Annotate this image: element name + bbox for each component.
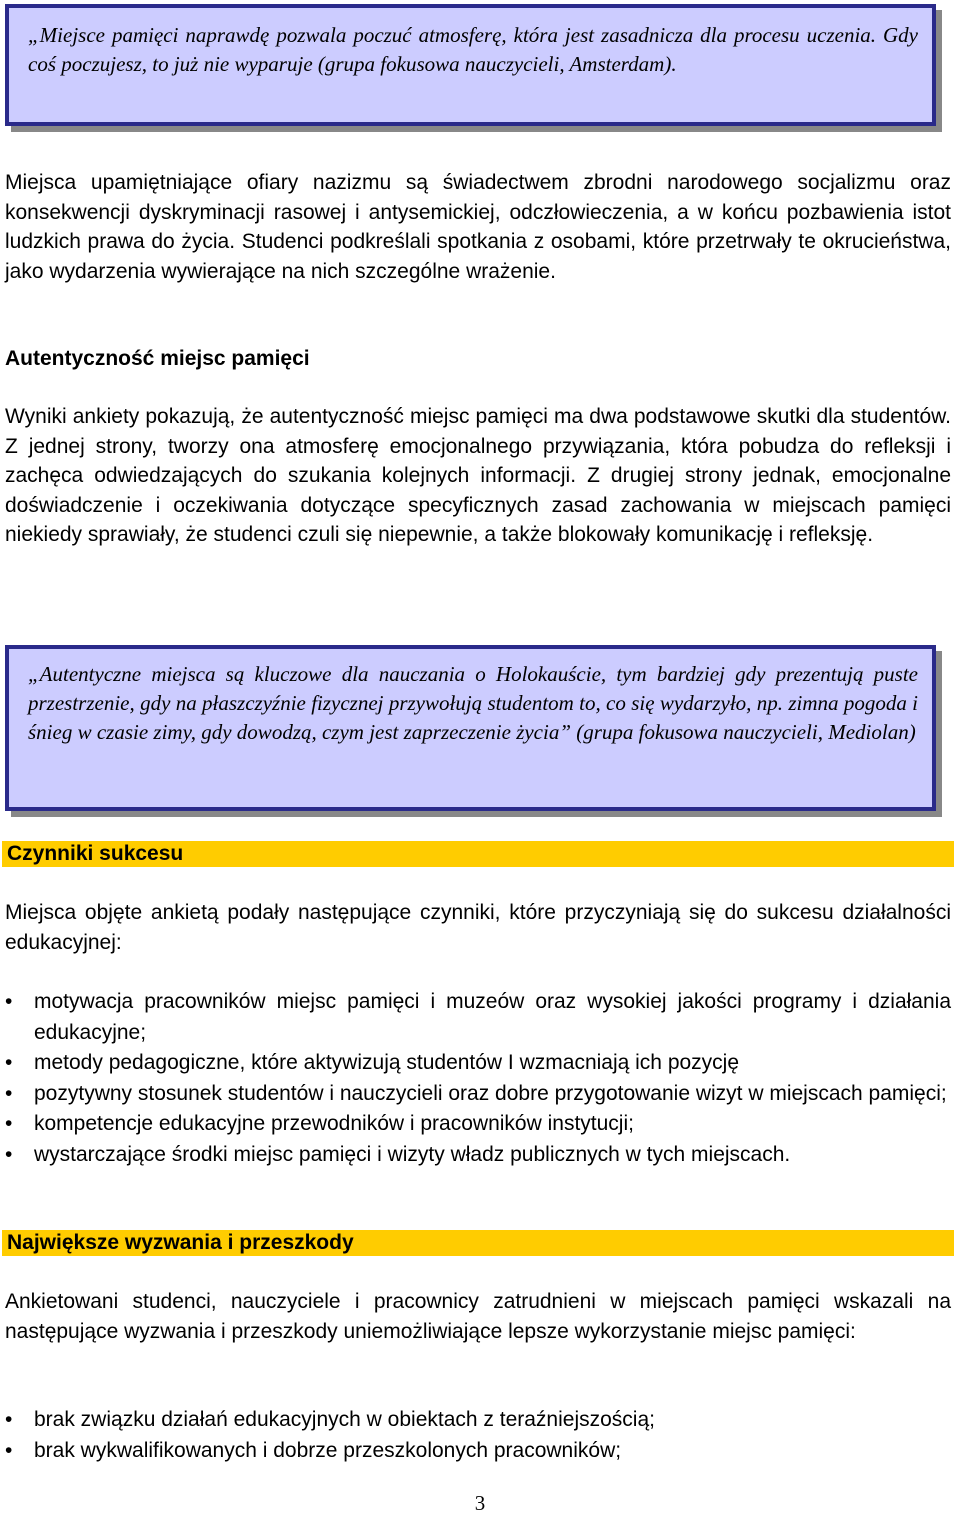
paragraph-challenges-intro: Ankietowani studenci, nauczyciele i pracownicy zatrudnieni w miejscach pamięci wskazali na następujące wyzwania i przeszkody uniemożliwiające lepsze wykorzystanie miejsc pamięci: [5,1290,951,1343]
list-challenges [0,1405,951,1466]
section-heading-success: Czynniki sukcesu [7,842,184,865]
bullet-icon: • [5,1081,13,1105]
list-item: • metody pedagogiczne, które aktywizują studentów I wzmacniają ich pozycję [0,1048,951,1079]
bullet-icon: • [5,1112,13,1135]
quote-text-milan: „Autentyczne miejsca są kluczowe dla nauczania o Holokauście, tym bardziej gdy prezentują puste przestrzenie, gdy na płaszczyźnie fizycznej przywołują studentom to, co się wydarzyło, np. zimna pogoda i śnieg w czasie zimy, gdy dowodzą, czym jest zaprzeczenie życia” (grupa fokusowa nauczycieli, Mediolan) [28,662,918,744]
bullet-icon: • [5,990,13,1013]
section-heading-success-bar [2,841,954,867]
quote-text-amsterdam: „Miejsce pamięci naprawdę pozwala poczuć atmosferę, która jest zasadnicza dla procesu uczenia. Gdy coś poczujesz, to już nie wyparuje (grupa fokusowa nauczycieli, Amsterdam). [28,23,918,76]
bullet-icon: • [5,1438,13,1462]
section-heading-challenges-bar [2,1230,954,1256]
bullet-icon: • [5,1408,13,1431]
heading-authenticity: Autentyczność miejsc pamięci [5,347,310,370]
list-success-factors [0,987,951,1170]
paragraph-success-intro: Miejsca objęte ankietą podały następujące czynniki, które przyczyniają się do sukcesu działalności edukacyjnej: [5,901,951,954]
paragraph-authenticity: Wyniki ankiety pokazują, że autentyczność miejsc pamięci ma dwa podstawowe skutki dla studentów. Z jednej strony, tworzy ona atmosferę emocjonalnego przywiązania, która pobudza do refleksji i zachęca odwiedzających do szukania kolejnych informacji. Z drugiej strony jednak, emocjonalne doświadczenie i oczekiwania dotyczące specyficznych zasad zachowania w miejscach pamięci niekiedy sprawiały, że studenci czuli się niepewnie, a także blokowały komunikację i refleksję. [5,405,951,546]
bullet-icon: • [5,1051,13,1074]
list-item: • brak wykwalifikowanych i dobrze przeszkolonych pracowników; [0,1436,951,1467]
paragraph-victims: Miejsca upamiętniające ofiary nazizmu są świadectwem zbrodni narodowego socjalizmu oraz konsekwencji dyskryminacji rasowej i antysemickiej, odczłowieczenia, a w końcu pozbawienia istot ludzkich prawa do życia. Studenci podkreślali spotkania z osobami, które przetrwały te okrucieństwa, jako wydarzenia wywierające na nich szczególne wrażenie. [5,171,951,283]
quote-box-amsterdam [5,4,936,126]
page-number: 3 [474,1491,486,1515]
section-heading-challenges: Największe wyzwania i przeszkody [7,1231,354,1254]
list-item: • kompetencje edukacyjne przewodników i pracowników instytucji; [0,1109,951,1140]
list-item: • pozytywny stosunek studentów i nauczycieli oraz dobre przygotowanie wizyt w miejscach pamięci; [0,1079,951,1110]
list-item: • wystarczające środki miejsc pamięci i wizyty władz publicznych w tych miejscach. [0,1140,951,1171]
quote-box-milan [5,645,936,811]
bullet-icon: • [5,1142,13,1166]
list-item: • brak związku działań edukacyjnych w obiektach z teraźniejszością; [0,1405,951,1436]
list-item: • motywacja pracowników miejsc pamięci i muzeów oraz wysokiej jakości programy i działania edukacyjne; [0,987,951,1048]
